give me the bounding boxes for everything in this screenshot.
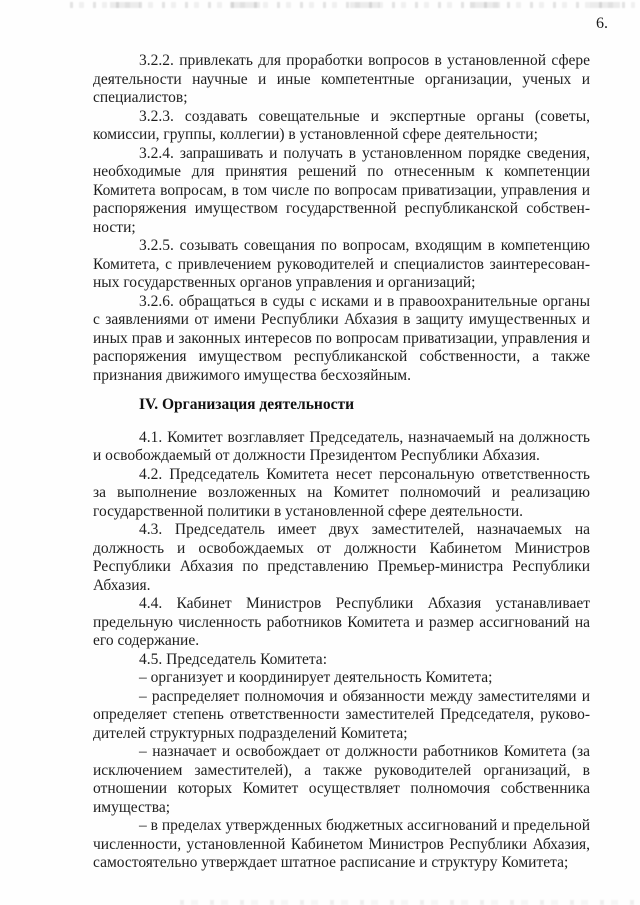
- paragraph-3-2-2: 3.2.2. привлекать для проработки вопросов в установленной сфере деятельности научные и иные компетентные организации, ученых и специалистов;: [93, 52, 590, 106]
- paragraph-4-3: 4.3. Председатель имеет двух заместителей, назначаемых на должность и освобождаемых от должности Кабинетом Министров Республики Абхазия по представлению Премьер-министра Республики Абхазия.: [93, 521, 590, 594]
- list-item-dash-4: – в пределах утвержденных бюджетных ассигнований и предельной численности, установленной Кабинетом Министров Республики Абхазия, самостоятельно утверждает штатное расписание и структуру Комитета;: [93, 817, 590, 871]
- list-item-dash-2: – распределяет полномочия и обязанности между заместителями и определяет степень ответственности заместителей Председателя, руководителей структурных подразделений Комитета;: [93, 687, 590, 742]
- paragraph-4-4: 4.4. Кабинет Министров Республики Абхазия устанавливает предельную численность работников Комитета и размер ассигнований на его содержание.: [93, 595, 590, 649]
- paragraph-4-2: 4.2. Председатель Комитета несет персональную ответственность за выполнение возложенных на Комитет полномочий и реализацию государственной политики в установленной сфере деятельности.: [93, 465, 590, 520]
- document-text-block: [93, 52, 590, 873]
- section-heading-iv: IV. Организация деятельности: [139, 396, 355, 413]
- list-item-dash-3: – назначает и освобождает от должности работников Комитета (за исключением заместителей), а также руководителей организаций, в отношении которых Комитет осуществляет полномочия собственника имущества;: [93, 743, 590, 816]
- paragraph-3-2-6: 3.2.6. обращаться в суды с исками и в правоохранительные органы с заявлениями от имени Республики Абхазия в защиту имущественных и иных прав и законных интересов по вопросам приватизации, управления и распоряжения имуществом республиканской собственности, а также признания движимого имущества бесхозяйным.: [93, 292, 590, 384]
- paragraph-4-1: 4.1. Комитет возглавляет Председатель, назначаемый на должность и освобождаемый от должности Президентом Республики Абхазия.: [93, 428, 590, 464]
- scan-edge-noise-bottom: [180, 900, 640, 905]
- page-number: 6.: [596, 15, 608, 32]
- paragraph-3-2-4: 3.2.4. запрашивать и получать в установленном порядке сведения, необходимые для принятия решений по отнесенным к компетенции Комитета вопросам, в том числе по вопросам приватизации, управления и распоряжения имуществом государственной республиканской собственности;: [93, 144, 590, 236]
- paragraph-3-2-3: 3.2.3. создавать совещательные и экспертные органы (советы, комиссии, группы, коллегии) в установленной сфере деятельности;: [93, 107, 590, 143]
- paragraph-4-5: 4.5. Председатель Комитета:: [139, 650, 327, 668]
- list-item-dash-1: – организует и координирует деятельность Комитета;: [139, 669, 493, 686]
- paragraph-3-2-5: 3.2.5. созывать совещания по вопросам, входящим в компетенцию Комитета, с привлечением руководителей и специалистов заинтересованных государственных органов управления и организаций;: [93, 237, 590, 291]
- scan-edge-noise-top: [70, 2, 635, 8]
